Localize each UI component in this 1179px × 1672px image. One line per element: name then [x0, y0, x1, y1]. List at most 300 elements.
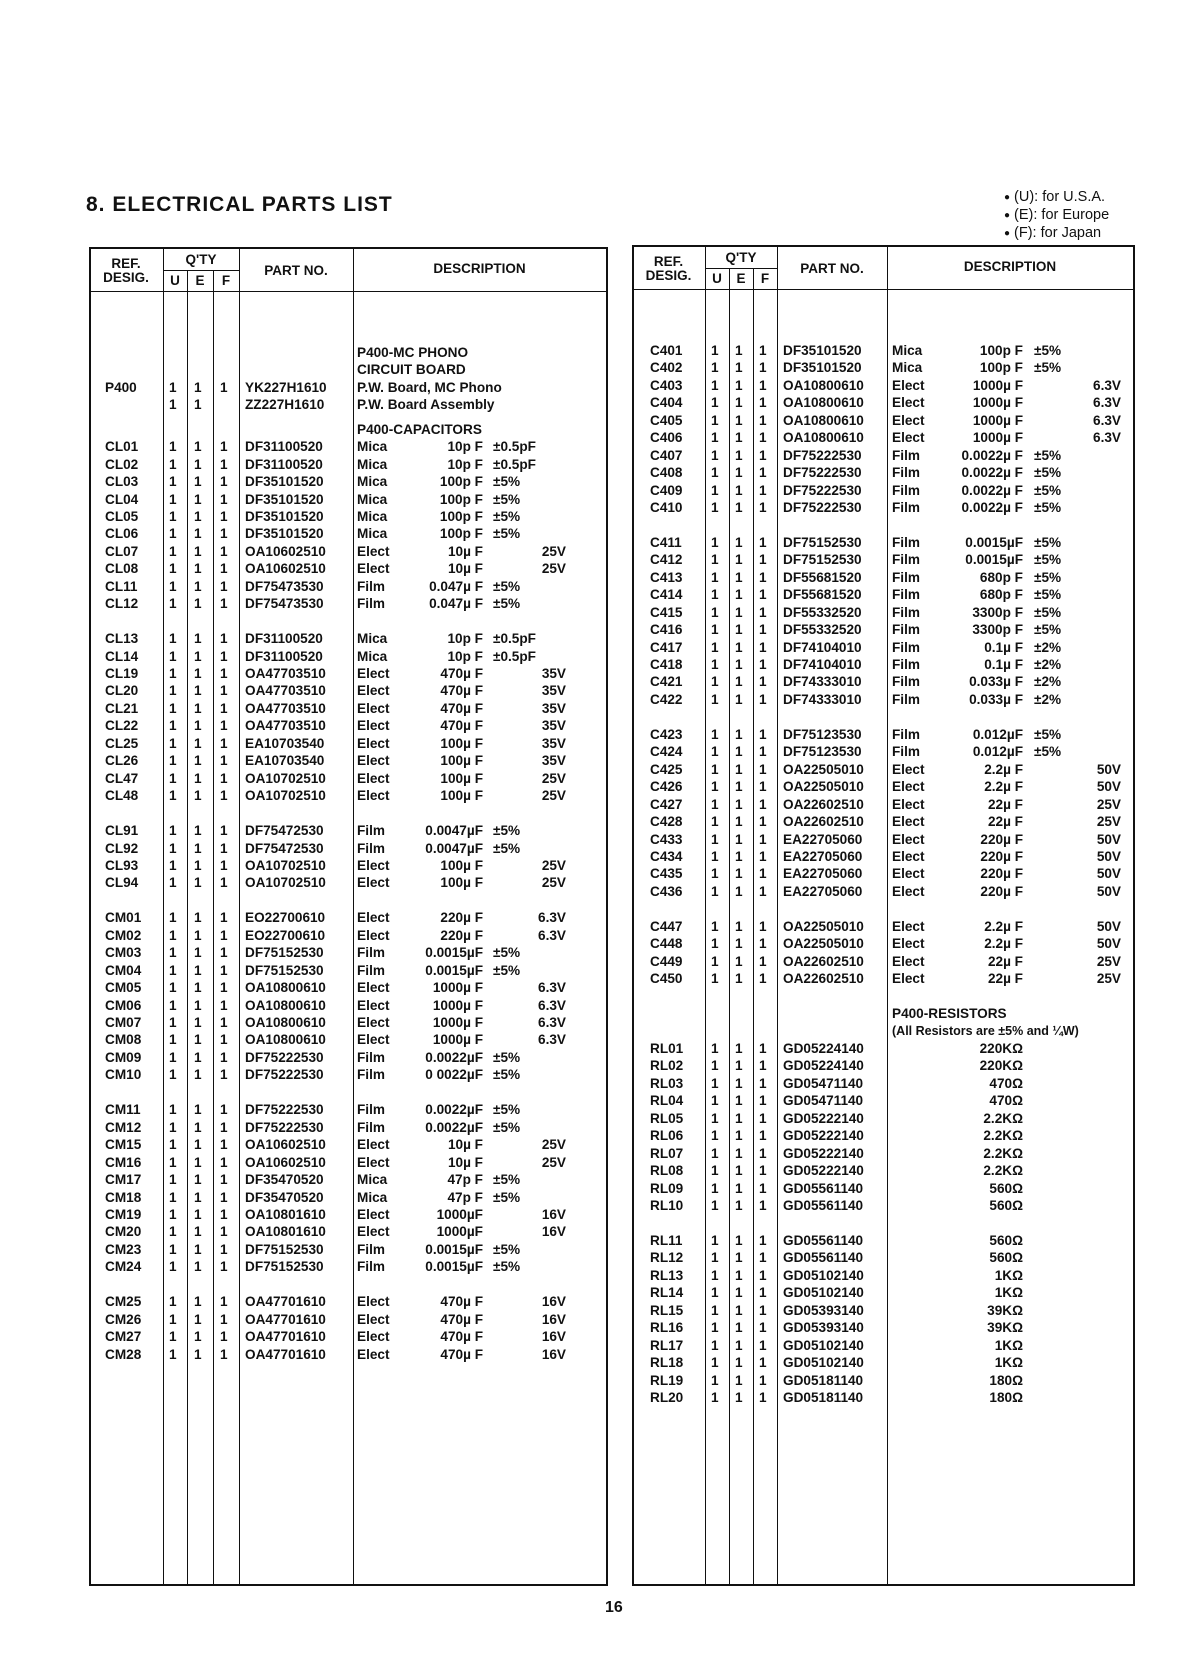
description-tolerance-cell: ±5%: [1034, 622, 1062, 638]
qty-u-cell: 1: [169, 1119, 177, 1135]
qty-e-cell: 1: [735, 569, 743, 585]
table-row: [634, 1040, 1133, 1057]
qty-f-cell: 1: [759, 726, 767, 742]
description-tolerance-cell: ±5%: [1034, 569, 1062, 585]
qty-e-cell: 1: [194, 596, 202, 612]
description-value-cell: 100µ F: [440, 788, 483, 804]
description-type-cell: Film: [357, 578, 385, 594]
description-type-cell: Elect: [892, 796, 925, 812]
description-tolerance-cell: ±5%: [1034, 360, 1062, 376]
qty-f-cell: 1: [220, 700, 228, 716]
table-row: [91, 874, 606, 891]
qty-u-cell: 1: [169, 753, 177, 769]
ref-desig-cell: CL08: [105, 561, 139, 577]
part-number-cell: OA10800610: [783, 395, 864, 411]
qty-u-cell: 1: [169, 526, 177, 542]
description-tolerance-cell: ±0.5pF: [493, 631, 536, 647]
qty-u-cell: 1: [169, 1224, 177, 1240]
ref-desig-cell: CM28: [105, 1346, 142, 1362]
qty-e-cell: 1: [735, 1110, 743, 1126]
qty-f-cell: 1: [220, 753, 228, 769]
description-type-cell: Film: [892, 622, 920, 638]
part-number-cell: ZZ227H1610: [245, 397, 325, 413]
ref-desig-cell: CL02: [105, 456, 139, 472]
description-tolerance-cell: ±5%: [493, 1172, 521, 1187]
ref-desig-cell: C426: [650, 779, 683, 795]
ref-desig-cell: C410: [650, 499, 683, 515]
qty-u-cell: 1: [711, 761, 719, 777]
part-number-cell: OA47701610: [245, 1346, 326, 1362]
qty-f-cell: 1: [759, 1302, 767, 1318]
description-voltage-cell: 6.3V: [538, 980, 566, 996]
description-tolerance-cell: ±5%: [493, 1189, 521, 1205]
part-number-cell: GD05224140: [783, 1058, 864, 1074]
part-number-cell: OA10800610: [245, 997, 326, 1013]
header-f: F: [221, 273, 231, 288]
qty-f-cell: 1: [759, 866, 767, 882]
description-value-cell: 470µ F: [440, 700, 483, 716]
description-tolerance-cell: ±5%: [1034, 342, 1062, 358]
description-value-cell: 1000µ F: [972, 395, 1023, 411]
description-type-cell: Film: [357, 1102, 385, 1118]
description-type-cell: Film: [357, 945, 385, 961]
description-tolerance-cell: ±5%: [1034, 604, 1062, 620]
part-number-cell: YK227H1610: [245, 379, 327, 395]
part-number-cell: EO22700610: [245, 927, 326, 943]
table-row: [91, 648, 606, 665]
description-value-cell: 1KΩ: [994, 1337, 1023, 1353]
table-row: [91, 1154, 606, 1171]
part-number-cell: GD05102140: [783, 1337, 864, 1353]
part-number-cell: OA22602510: [783, 796, 864, 812]
description-voltage-cell: 35V: [541, 735, 566, 751]
description-value-cell: 0.0022µ F: [961, 499, 1023, 515]
description-voltage-cell: 6.3V: [538, 1032, 566, 1048]
qty-u-cell: 1: [711, 883, 719, 899]
part-number-cell: OA10800610: [783, 377, 864, 393]
table-row: [91, 1031, 606, 1048]
header-desig: DESIG.: [645, 268, 692, 283]
table-row: [91, 1328, 606, 1345]
description-value-cell: 0.0015µF: [965, 552, 1023, 568]
description-voltage-cell: 16V: [541, 1346, 566, 1362]
qty-e-cell: 1: [735, 1320, 743, 1336]
ref-desig-cell: CL21: [105, 700, 139, 716]
part-number-cell: OA10800610: [783, 412, 864, 428]
description-type-cell: Film: [892, 639, 920, 655]
description-type-cell: Film: [892, 569, 920, 585]
qty-e-cell: 1: [194, 1137, 202, 1153]
qty-f-cell: 1: [220, 718, 228, 734]
table-row: [634, 639, 1133, 656]
description-voltage-cell: 50V: [1096, 779, 1121, 795]
description-value-cell: 0 0022µF: [425, 1067, 483, 1083]
description-type-cell: Elect: [357, 770, 390, 786]
description-value-cell: 10p F: [447, 631, 483, 647]
table-row: [634, 1389, 1133, 1406]
ref-desig-cell: CL05: [105, 508, 139, 524]
description-value-cell: 2.2KΩ: [983, 1110, 1023, 1126]
table-row: [91, 396, 606, 413]
qty-u-cell: 1: [169, 1172, 177, 1187]
qty-e-cell: 1: [735, 639, 743, 655]
qty-u-cell: 1: [711, 831, 719, 847]
ref-desig-cell: C433: [650, 831, 683, 847]
ref-desig-cell: RL16: [650, 1320, 684, 1336]
description-voltage-cell: 6.3V: [538, 997, 566, 1013]
table-row: [634, 1354, 1133, 1371]
description-value-cell: 2.2µ F: [984, 761, 1023, 777]
qty-u-cell: 1: [169, 1329, 177, 1345]
description-value-cell: 470µ F: [440, 1311, 483, 1327]
part-number-cell: OA22602510: [783, 971, 864, 987]
qty-f-cell: 1: [220, 735, 228, 751]
table-row: [634, 656, 1133, 673]
description-value-cell: 220µ F: [980, 866, 1023, 882]
ref-desig-cell: RL04: [650, 1093, 684, 1109]
ref-desig-cell: CL26: [105, 753, 139, 769]
description-value-cell: 1000µ F: [972, 430, 1023, 446]
description-value-cell: 2.2µ F: [984, 779, 1023, 795]
header-ref: REF.: [653, 254, 684, 269]
qty-e-cell: 1: [194, 770, 202, 786]
part-number-cell: GD05561140: [783, 1180, 864, 1196]
description-value-cell: 100p F: [979, 342, 1023, 358]
legend-japan: ● (F): for Japan: [1004, 225, 1109, 243]
qty-f-cell: 1: [759, 1285, 767, 1301]
part-number-cell: OA10800610: [783, 430, 864, 446]
table-row: [91, 1241, 606, 1258]
qty-u-cell: 1: [711, 430, 719, 446]
part-number-cell: OA10800610: [245, 1015, 326, 1030]
table-row: [91, 962, 606, 979]
description-value-cell: 180Ω: [989, 1389, 1023, 1405]
table-row: [91, 735, 606, 752]
description-tolerance-cell: ±5%: [1034, 465, 1062, 480]
description-voltage-cell: 25V: [1096, 814, 1121, 829]
part-number-cell: OA47703510: [245, 718, 326, 734]
qty-f-cell: 1: [759, 639, 767, 655]
qty-e-cell: 1: [194, 718, 202, 734]
qty-u-cell: 1: [711, 1302, 719, 1318]
part-number-cell: OA22505010: [783, 779, 864, 795]
qty-u-cell: 1: [169, 1137, 177, 1153]
qty-u-cell: 1: [169, 439, 177, 455]
description-tolerance-cell: ±5%: [1034, 499, 1062, 515]
description-voltage-cell: 25V: [1096, 953, 1121, 969]
table-row: [634, 499, 1133, 516]
header-part-no: PART NO.: [800, 261, 864, 276]
description-type-cell: Elect: [892, 779, 925, 795]
qty-f-cell: 1: [220, 1294, 228, 1310]
qty-f-cell: 1: [220, 980, 228, 996]
description-type-cell: Elect: [892, 971, 925, 987]
description-voltage-cell: 6.3V: [538, 1015, 566, 1030]
qty-f-cell: 1: [759, 744, 767, 760]
table-row: [634, 447, 1133, 464]
qty-e-cell: 1: [735, 1372, 743, 1388]
qty-e-cell: 1: [735, 1285, 743, 1301]
description-type-cell: Elect: [357, 927, 390, 943]
ref-desig-cell: CL19: [105, 666, 139, 681]
ref-desig-cell: RL19: [650, 1372, 684, 1388]
part-number-cell: GD05561140: [783, 1198, 864, 1213]
ref-desig-cell: C407: [650, 447, 683, 463]
qty-u-cell: 1: [711, 1163, 719, 1179]
description-value-cell: 10µ F: [447, 1154, 483, 1170]
qty-e-cell: 1: [735, 1040, 743, 1056]
table-row: [634, 1145, 1133, 1162]
table-row: [634, 377, 1133, 394]
table-row: [634, 848, 1133, 865]
part-number-cell: DF74333010: [783, 691, 862, 707]
part-number-cell: GD05561140: [783, 1250, 864, 1266]
part-number-cell: OA10702510: [245, 770, 326, 786]
table-row: [91, 665, 606, 682]
qty-e-cell: 1: [735, 814, 743, 829]
part-number-cell: DF75152530: [245, 945, 324, 961]
table-row: [634, 534, 1133, 551]
part-number-cell: DF35101520: [245, 474, 324, 489]
description-value-cell: 100p F: [439, 526, 483, 542]
description-value-cell: 220KΩ: [979, 1040, 1023, 1056]
description-tolerance-cell: ±2%: [1034, 657, 1062, 672]
qty-u-cell: 1: [169, 1294, 177, 1310]
table-row: [634, 1319, 1133, 1336]
table-row: [91, 979, 606, 996]
qty-f-cell: 1: [759, 447, 767, 463]
table-row: [91, 438, 606, 455]
table-row: [634, 813, 1133, 830]
qty-e-cell: 1: [194, 1346, 202, 1362]
ref-desig-cell: C450: [650, 971, 683, 987]
header-u: U: [170, 273, 180, 288]
qty-e-cell: 1: [735, 691, 743, 707]
ref-desig-cell: RL02: [650, 1058, 684, 1074]
table-row: [634, 970, 1133, 987]
qty-e-cell: 1: [735, 1355, 743, 1370]
qty-u-cell: 1: [711, 674, 719, 690]
qty-f-cell: 1: [759, 1355, 767, 1370]
table-row: [91, 379, 606, 396]
description-type-cell: Elect: [357, 788, 390, 804]
qty-f-cell: 1: [759, 1180, 767, 1196]
ref-desig-cell: C421: [650, 674, 683, 690]
description-type-cell: Elect: [892, 430, 925, 446]
table-row: [634, 586, 1133, 603]
description-value-cell: 100µ F: [440, 735, 483, 751]
qty-e-cell: 1: [194, 508, 202, 524]
ref-desig-cell: CL01: [105, 439, 139, 455]
description-voltage-cell: 16V: [541, 1206, 566, 1222]
qty-u-cell: 1: [711, 1110, 719, 1126]
qty-u-cell: 1: [169, 823, 177, 838]
qty-e-cell: 1: [735, 622, 743, 638]
description-type-cell: Film: [892, 587, 920, 603]
qty-u-cell: 1: [711, 1320, 719, 1336]
description-value-cell: 470µ F: [440, 683, 483, 699]
description-voltage-cell: 25V: [541, 561, 566, 577]
qty-e-cell: 1: [735, 377, 743, 393]
ref-desig-cell: RL06: [650, 1128, 684, 1144]
description-type-cell: Film: [357, 596, 385, 612]
qty-e-cell: 1: [735, 1075, 743, 1091]
qty-f-cell: 1: [220, 508, 228, 524]
description-tolerance-cell: ±0.5pF: [493, 648, 536, 664]
description-tolerance-cell: ±5%: [493, 578, 521, 594]
qty-e-cell: 1: [194, 1294, 202, 1310]
part-number-cell: GD05393140: [783, 1302, 864, 1318]
ref-desig-cell: CL06: [105, 526, 139, 542]
qty-f-cell: 1: [759, 622, 767, 638]
qty-e-cell: 1: [735, 918, 743, 934]
description-type-cell: Elect: [892, 831, 925, 847]
part-number-cell: DF74104010: [783, 639, 862, 655]
table-row: [91, 787, 606, 804]
description-value-cell: 100p F: [439, 508, 483, 524]
qty-f-cell: 1: [759, 1163, 767, 1179]
description-type-cell: Film: [357, 962, 385, 978]
description-tolerance-cell: ±5%: [1034, 726, 1062, 742]
description-value-cell: 680p F: [979, 569, 1023, 585]
table-row: [634, 1127, 1133, 1144]
table-row: [634, 1232, 1133, 1249]
ref-desig-cell: RL07: [650, 1145, 684, 1161]
qty-f-cell: 1: [759, 377, 767, 393]
ref-desig-cell: C428: [650, 814, 683, 829]
part-number-cell: GD05181140: [783, 1389, 864, 1405]
part-number-cell: DF31100520: [245, 631, 323, 647]
qty-u-cell: 1: [169, 735, 177, 751]
qty-u-cell: 1: [169, 456, 177, 472]
description-value-cell: 0.0015µF: [425, 1259, 483, 1275]
qty-u-cell: 1: [711, 726, 719, 742]
description-value-cell: 0.1µ F: [984, 657, 1023, 672]
qty-u-cell: 1: [711, 377, 719, 393]
qty-f-cell: 1: [220, 945, 228, 961]
ref-desig-cell: RL18: [650, 1355, 684, 1370]
ref-desig-cell: RL12: [650, 1250, 684, 1266]
table-row: [91, 578, 606, 595]
part-number-cell: DF75222530: [783, 499, 862, 515]
table-row: [634, 1180, 1133, 1197]
qty-f-cell: 1: [220, 543, 228, 559]
description-voltage-cell: 50V: [1096, 761, 1121, 777]
qty-e-cell: 1: [735, 342, 743, 358]
qty-e-cell: 1: [735, 482, 743, 498]
description-type-cell: Elect: [357, 700, 390, 716]
description-voltage-cell: 6.3V: [1093, 412, 1121, 428]
part-number-cell: DF75152530: [783, 534, 862, 550]
description-tolerance-cell: ±2%: [1034, 674, 1062, 690]
qty-u-cell: 1: [169, 379, 177, 395]
header-description: DESCRIPTION: [963, 259, 1057, 274]
qty-f-cell: 1: [220, 379, 228, 395]
header-part-no: PART NO.: [264, 263, 328, 278]
qty-u-cell: 1: [169, 700, 177, 716]
description-tolerance-cell: ±5%: [493, 1102, 521, 1118]
table-row: [91, 1346, 606, 1363]
qty-u-cell: 1: [169, 1015, 177, 1030]
ref-desig-cell: C434: [650, 849, 683, 864]
qty-u-cell: 1: [711, 1058, 719, 1074]
description-voltage-cell: 50V: [1096, 849, 1121, 864]
ref-desig-cell: CL13: [105, 631, 139, 647]
qty-e-cell: 1: [735, 1267, 743, 1283]
qty-e-cell: 1: [194, 526, 202, 542]
table-row: [634, 953, 1133, 970]
description-value-cell: 1000µ F: [972, 377, 1023, 393]
qty-u-cell: 1: [711, 1198, 719, 1213]
section-heading: [634, 1005, 1133, 1022]
description-voltage-cell: 50V: [1096, 883, 1121, 899]
qty-u-cell: 1: [711, 1355, 719, 1370]
description-voltage-cell: 16V: [541, 1329, 566, 1345]
qty-e-cell: 1: [735, 761, 743, 777]
qty-e-cell: 1: [194, 788, 202, 804]
qty-u-cell: 1: [711, 360, 719, 376]
description-value-cell: 10µ F: [447, 1137, 483, 1153]
qty-f-cell: 1: [759, 814, 767, 829]
qty-f-cell: 1: [220, 1102, 228, 1118]
section-heading-text: (All Resistors are ±5% and ¼W): [892, 1023, 1079, 1038]
description-value-cell: 2.2KΩ: [983, 1128, 1023, 1144]
description-value-cell: 100µ F: [440, 857, 483, 873]
ref-desig-cell: C436: [650, 883, 683, 899]
table-row: [91, 857, 606, 874]
qty-e-cell: 1: [194, 700, 202, 716]
table-row: [634, 918, 1133, 935]
description-type-cell: Film: [357, 1067, 385, 1083]
qty-e-cell: 1: [194, 491, 202, 507]
table-row: [91, 1136, 606, 1153]
qty-e-cell: 1: [735, 971, 743, 987]
description-value-cell: 470Ω: [989, 1075, 1023, 1091]
qty-u-cell: 1: [169, 578, 177, 594]
ref-desig-cell: CM26: [105, 1311, 142, 1327]
description-value-cell: 100µ F: [440, 753, 483, 769]
description-type-cell: Elect: [892, 377, 925, 393]
qty-e-cell: 1: [194, 1119, 202, 1135]
part-number-cell: GD05471140: [783, 1075, 864, 1091]
qty-f-cell: 1: [220, 1311, 228, 1327]
part-number-cell: DF75222530: [245, 1119, 324, 1135]
table-row: [91, 1206, 606, 1223]
qty-e-cell: 1: [735, 849, 743, 864]
table-row: [634, 359, 1133, 376]
table-row: [634, 935, 1133, 952]
description-value-cell: 47p F: [447, 1189, 483, 1205]
description-tolerance-cell: ±5%: [493, 474, 521, 489]
description-value-cell: 180Ω: [989, 1372, 1023, 1388]
description-type-cell: Mica: [357, 648, 388, 664]
description-type-cell: Elect: [892, 918, 925, 934]
part-number-cell: OA10801610: [245, 1206, 326, 1222]
description-type-cell: Elect: [357, 1329, 390, 1345]
header-u: U: [712, 271, 722, 286]
description-value-cell: 10p F: [447, 456, 483, 472]
part-number-cell: OA10602510: [245, 1137, 326, 1153]
qty-u-cell: 1: [169, 397, 177, 413]
qty-u-cell: 1: [169, 788, 177, 804]
table-row: [634, 1075, 1133, 1092]
qty-u-cell: 1: [711, 499, 719, 515]
ref-desig-cell: CL93: [105, 857, 139, 873]
description-value-cell: 39KΩ: [987, 1320, 1023, 1336]
qty-u-cell: 1: [711, 1250, 719, 1266]
qty-e-cell: 1: [735, 1058, 743, 1074]
table-row: [634, 883, 1133, 900]
